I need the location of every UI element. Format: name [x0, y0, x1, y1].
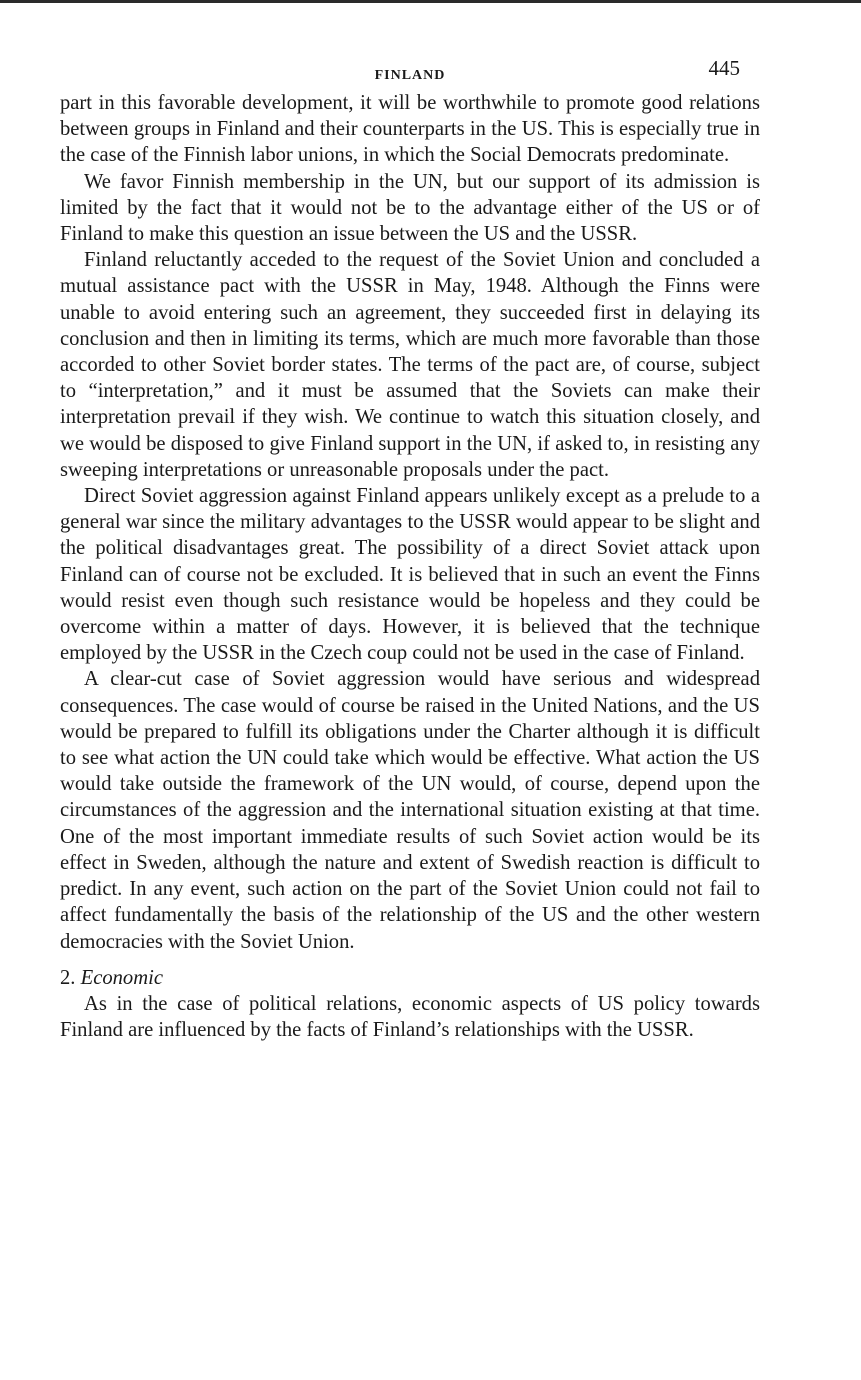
paragraph-continuation: part in this favorable development, it will be worthwhile to promote good relations between groups in Finland and their counterparts in the US. This is especially true in the case of the Finnish labor unions, in which the Social Democrats predominate. [60, 92, 760, 167]
top-border-line [0, 0, 861, 3]
section-heading [60, 965, 760, 991]
paragraph-assistance-pact: Finland reluctantly acceded to the request of the Soviet Union and concluded a mutual assistance pact with the USSR in May, 1948. Although the Finns were unable to avoid entering such an agreement, they succeeded first in delaying its conclusion and then in limiting its terms, which are much more favorable than those accorded to other Soviet border states. The terms of the pact are, of course, subject to “interpretation,” and it must be assumed that the Soviets can make their interpretation prevail if they wish. We continue to watch this situation closely, and we would be disposed to give Finland support in the UN, if asked to, in resisting any sweeping interpretations or unreasonable proposals under the pact. [60, 249, 760, 481]
running-header [60, 56, 760, 90]
paragraph-un-membership: We favor Finnish membership in the UN, but our support of its admission is limited by the fact that it would not be to the advantage either of the US or of Finland to make this question an issue between the US and the USSR. [60, 170, 760, 246]
paragraph-consequences: A clear-cut case of Soviet aggression would have serious and widespread consequences. The case would of course be raised in the United Nations, and the US would be prepared to fulfill its obligations under the Charter although it is difficult to see what action the UN could take which would be effective. What action the US would take outside the framework of the UN would, of course, depend upon the circumstances of the aggression and the international situation existing at that time. One of the most important immediate results of such Soviet action would be its effect in Sweden, although the nature and extent of Swedish reaction is difficult to predict. In any event, such action on the part of the Soviet Union could not fail to affect fundamentally the basis of the relationship of the US and the other western democracies with the Soviet Union. [60, 668, 760, 953]
section-title: Economic [80, 966, 163, 989]
running-title: FINLAND [374, 68, 446, 83]
section-number: 2. [60, 966, 76, 989]
paragraph-direct-aggression: Direct Soviet aggression against Finland appears unlikely except as a prelude to a general war since the military advantages to the USSR would appear to be slight and the political disadvantages great. The possibility of a direct Soviet attack upon Finland can of course not be excluded. It is believed that in such an event the Finns would resist even though such resistance would be hopeless and they could be overcome within a matter of days. However, it is believed that the technique employed by the USSR in the Czech coup could not be used in the case of Finland. [60, 485, 760, 665]
page-number: 445 [708, 56, 740, 80]
document-page [60, 56, 760, 1043]
body-text [60, 90, 760, 1043]
paragraph-economic-intro: As in the case of political relations, economic aspects of US policy towards Finland are influenced by the facts of Finland’s relationships with the USSR. [60, 992, 760, 1041]
